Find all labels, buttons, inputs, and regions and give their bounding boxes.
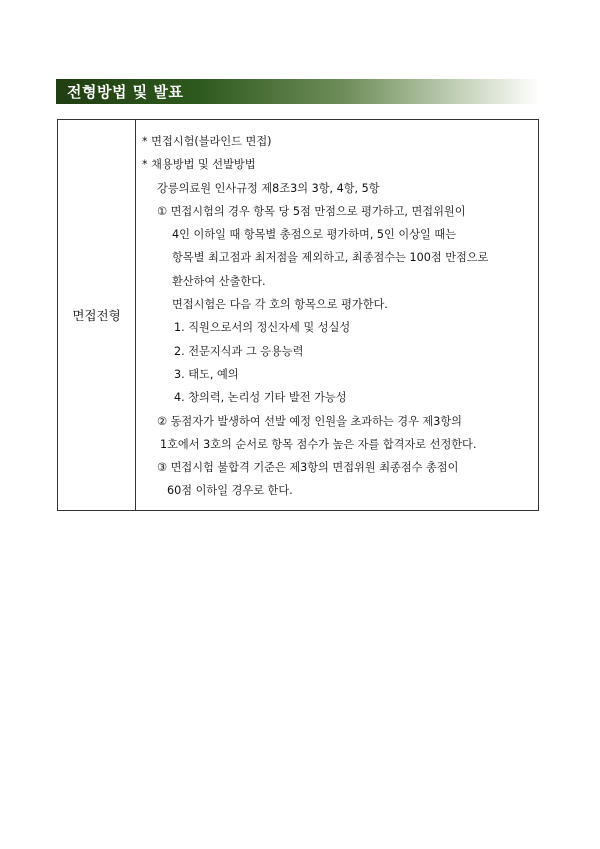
row-label: 면접전형 — [72, 308, 121, 323]
bullet-interview: * 면접시험(블라인드 면접) — [142, 135, 272, 148]
criterion-4: 4. 창의력, 논리성 기타 발전 가능성 — [174, 391, 347, 405]
bullet-selection: * 채용방법 및 선발방법 — [142, 158, 256, 172]
section-header — [56, 79, 540, 104]
clause-3-line-2: 60점 이하일 경우로 한다. — [167, 484, 293, 498]
clause-2-line-2: 1호에서 3호의 순서로 항목 점수가 높은 자를 합격자로 선정한다. — [160, 437, 477, 451]
clause-1-line-4: 환산하여 산출한다. — [172, 274, 266, 288]
criterion-3: 3. 태도, 예의 — [174, 367, 239, 381]
selection-method-table — [57, 119, 539, 511]
clause-1-line-1: ① 면접시험의 경우 항목 당 5점 만점으로 평가하고, 면접위원이 — [157, 204, 466, 218]
clause-1-line-3: 항목별 최고점과 최저점을 제외하고, 최종점수는 100점 만점으로 — [172, 251, 489, 265]
row-content-cell — [136, 120, 538, 510]
clause-3-line-1: ③ 면접시험 불합격 기준은 제3항의 면접위원 최종점수 총점이 — [157, 461, 459, 475]
criterion-1: 1. 직원으로서의 정신자세 및 성실성 — [174, 321, 351, 335]
row-label-cell — [58, 120, 136, 510]
regulation-reference: 강릉의료원 인사규정 제8조3의 3항, 4항, 5항 — [157, 181, 380, 195]
criterion-2: 2. 전문지식과 그 응용능력 — [174, 344, 304, 358]
clause-1-line-5: 면접시험은 다음 각 호의 항목으로 평가한다. — [172, 298, 388, 312]
section-title: 전형방법 및 발표 — [67, 83, 184, 101]
clause-1-line-2: 4인 이하일 때 항목별 총점으로 평가하며, 5인 이상일 때는 — [172, 228, 456, 242]
clause-2-line-1: ② 동점자가 발생하여 선발 예정 인원을 초과하는 경우 제3항의 — [157, 414, 462, 428]
